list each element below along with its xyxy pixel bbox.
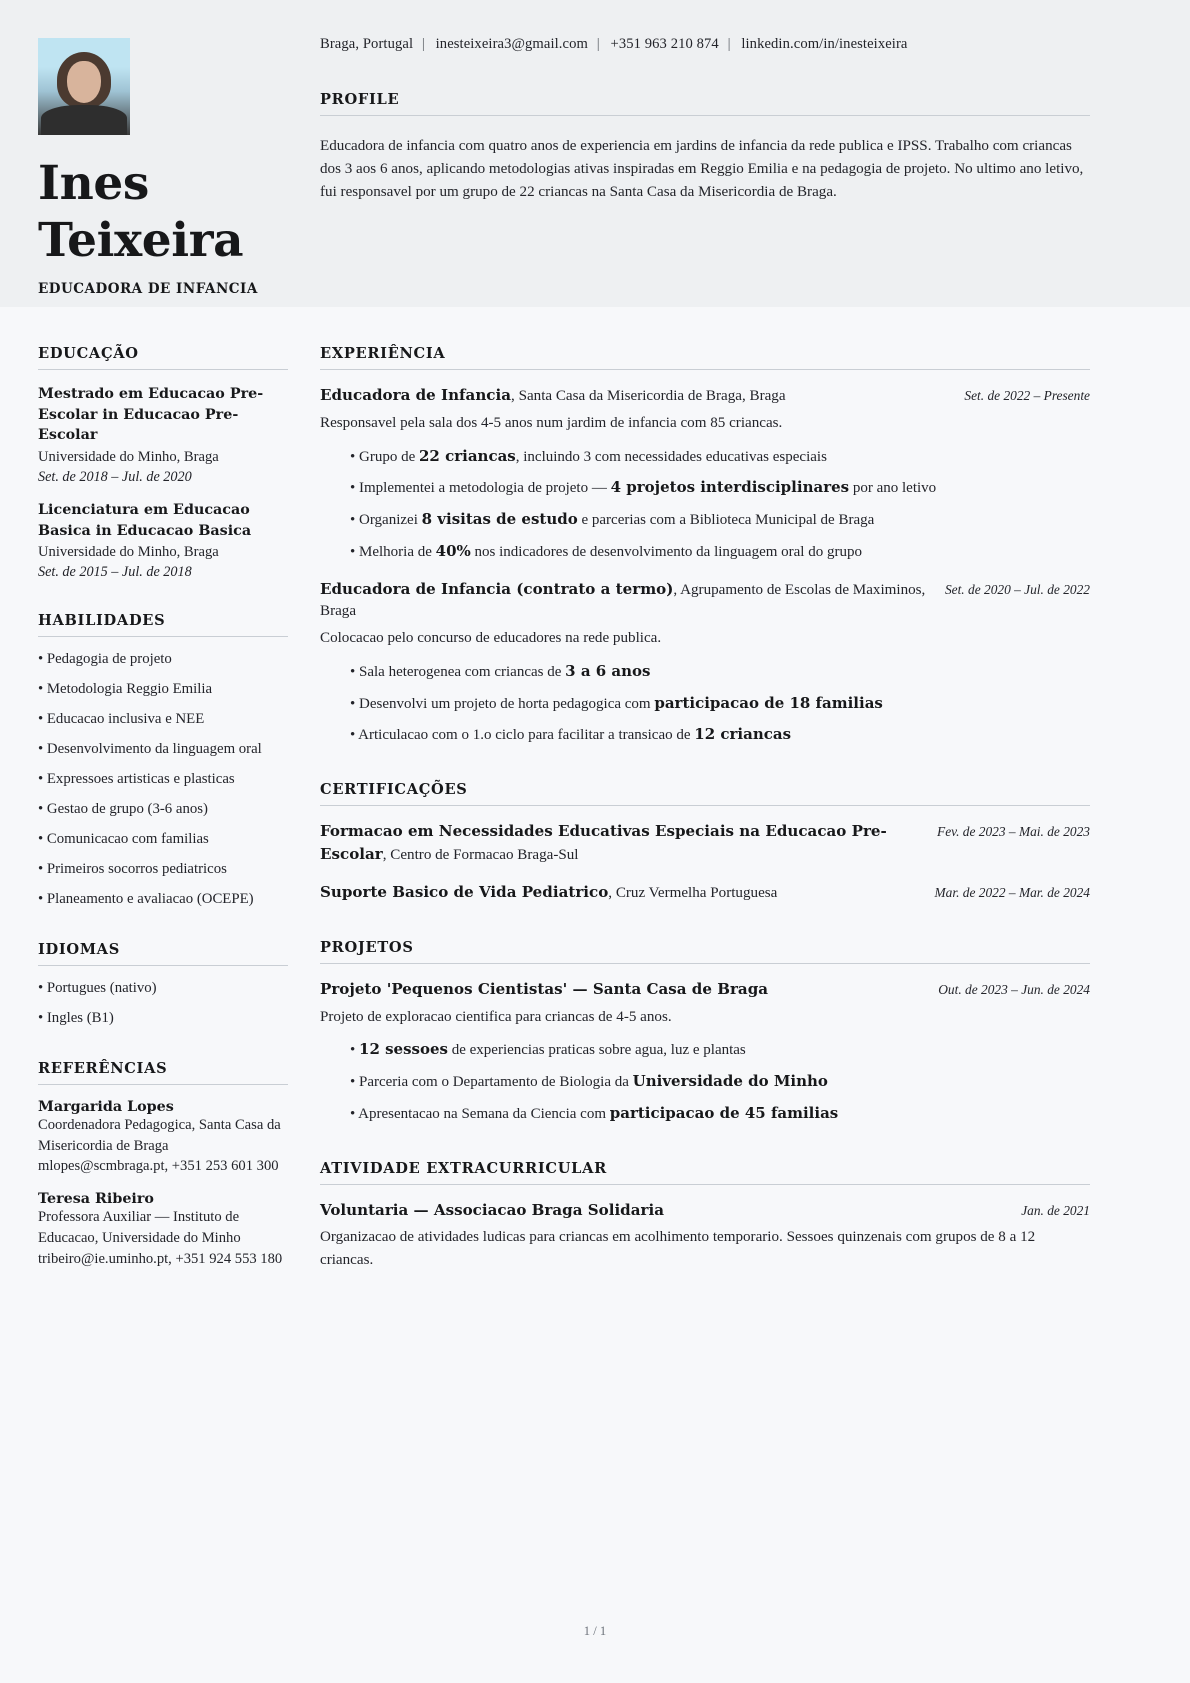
project-item (320, 979, 1090, 1126)
certification-date: Fev. de 2023 – Mai. de 2023 (937, 824, 1090, 840)
projects-heading-rule (320, 963, 1090, 964)
skill-item: • Metodologia Reggio Emilia (38, 681, 213, 698)
education-degree: Mestrado em Educacao Pre-Escolar in Educacao Pre-Escolar (38, 386, 264, 444)
reference-item (38, 1099, 288, 1177)
project-bullet: • Parceria com o Departamento de Biologia da Universidade do Minho (350, 1072, 828, 1091)
language-item: • Ingles (B1) (38, 1010, 114, 1027)
extracurricular-heading-rule (320, 1184, 1090, 1185)
certification-entry-header (320, 882, 1090, 905)
contact-separator-3: | (727, 36, 731, 52)
skill-item: • Educacao inclusiva e NEE (38, 711, 205, 728)
certification-title-issuer: Suporte Basico de Vida Pediatrico, Cruz Vermelha Portuguesa (320, 882, 778, 901)
experience-bullet: • Grupo de 22 criancas, incluindo 3 com necessidades educativas especiais (350, 446, 827, 465)
education-date: Set. de 2018 – Jul. de 2020 (38, 468, 192, 485)
extracurricular-heading: ATIVIDADE EXTRACURRICULAR (320, 1159, 607, 1177)
experience-list (320, 385, 1090, 747)
extracurricular-list (320, 1200, 1090, 1272)
profile-section-header (320, 91, 1090, 116)
sidebar-section-references (38, 1060, 288, 1269)
contact-line (320, 36, 1090, 53)
project-entry-header (320, 979, 1090, 1002)
language-item: • Portugues (nativo) (38, 980, 157, 997)
experience-description: Colocacao pelo concurso de educadores na rede publica. (320, 630, 662, 647)
main-section-certifications (320, 781, 1090, 905)
resume-main-column (310, 307, 1190, 1306)
skills-heading: HABILIDADES (38, 612, 166, 630)
contact-phone[interactable]: +351 963 210 874 (610, 36, 719, 52)
project-date: Out. de 2023 – Jun. de 2024 (938, 981, 1090, 997)
project-bullet: • 12 sessoes de experiencias praticas sobre agua, luz e plantas (350, 1040, 746, 1059)
education-school: Universidade do Minho, Braga (38, 544, 219, 561)
sidebar-section-skills (38, 612, 288, 910)
skill-item: • Desenvolvimento da linguagem oral (38, 741, 262, 758)
skill-item: • Pedagogia de projeto (38, 651, 172, 668)
skills-list (38, 649, 288, 910)
experience-bullet: • Articulacao com o 1.o ciclo para facilitar a transicao de 12 criancas (350, 725, 792, 744)
extracurricular-date: Jan. de 2021 (1021, 1202, 1090, 1218)
references-heading: REFERÊNCIAS (38, 1060, 168, 1078)
sidebar-section-languages (38, 941, 288, 1029)
education-item (38, 384, 288, 486)
contact-separator-2: | (596, 36, 600, 52)
experience-description: Responsavel pela sala dos 4-5 anos num jardim de infancia com 85 criancas. (320, 414, 783, 431)
main-section-experience (320, 345, 1090, 747)
experience-entry-header (320, 579, 1090, 624)
experience-bullet: • Implementei a metodologia de projeto — 4 projetos interdisciplinares por ano letivo (350, 478, 937, 497)
education-school: Universidade do Minho, Braga (38, 449, 219, 466)
education-date: Set. de 2015 – Jul. de 2018 (38, 564, 192, 581)
experience-role-company: Educadora de Infancia (contrato a termo), Agrupamento de Escolas de Maximinos, Braga (320, 579, 926, 620)
extracurricular-item (320, 1200, 1090, 1272)
languages-heading: IDIOMAS (38, 941, 120, 959)
reference-name: Margarida Lopes (38, 1099, 174, 1116)
experience-item (320, 579, 1090, 748)
experience-heading: EXPERIÊNCIA (320, 345, 446, 362)
photo-face-shape (67, 61, 101, 103)
skills-heading-rule (38, 636, 288, 637)
candidate-job-title: EDUCADORA DE INFANCIA (38, 280, 258, 297)
skill-item: • Comunicacao com familias (38, 831, 209, 848)
candidate-name: Ines Teixeira (38, 156, 244, 269)
profile-summary-text: Educadora de infancia com quatro anos de experiencia em jardins de infancia da rede publica e IPSS. Trabalho com criancas dos 3 aos 6 anos, aplicando metodologias ativas inspiradas em Reggio Emilia e na pedagogia de projeto. No ultimo ano letivo, fui responsavel por um grupo de 22 criancas na Santa Casa da Misericordia de Braga. (320, 138, 1084, 200)
experience-item (320, 385, 1090, 564)
experience-bullet: • Melhoria de 40% nos indicadores de desenvolvimento da linguagem oral do grupo (350, 541, 862, 560)
certifications-list (320, 821, 1090, 905)
experience-bullet: • Sala heterogenea com criancas de 3 a 6 anos (350, 661, 651, 680)
reference-contact[interactable]: mlopes@scmbraga.pt, +351 253 601 300 (38, 1158, 279, 1175)
profile-photo (38, 38, 130, 135)
experience-bullet: • Organizei 8 visitas de estudo e parcerias com a Biblioteca Municipal de Braga (350, 510, 875, 529)
reference-role: Coordenadora Pedagogica, Santa Casa da Misericordia de Braga (38, 1117, 281, 1154)
experience-role-company: Educadora de Infancia, Santa Casa da Misericordia de Braga, Braga (320, 386, 786, 404)
certification-item (320, 882, 1090, 905)
reference-item (38, 1191, 288, 1269)
resume-header (0, 0, 1190, 307)
references-heading-rule (38, 1084, 288, 1085)
certification-item (320, 821, 1090, 867)
sidebar-section-education (38, 345, 288, 581)
contact-email[interactable]: inesteixeira3@gmail.com (435, 36, 588, 52)
resume-sidebar (0, 307, 310, 1306)
header-contact-block (310, 0, 1190, 307)
education-list (38, 384, 288, 581)
page-indicator: 1 / 1 (583, 1624, 607, 1638)
project-bullets (320, 1039, 1090, 1125)
languages-heading-rule (38, 965, 288, 966)
education-degree: Licenciatura em Educacao Basica in Educacao Basica (38, 501, 252, 539)
experience-bullets (320, 661, 1090, 747)
reference-contact[interactable]: tribeiro@ie.uminho.pt, +351 924 553 180 (38, 1250, 283, 1267)
languages-list (38, 978, 288, 1029)
photo-shoulders-shape (41, 105, 127, 135)
skill-item: • Primeiros socorros pediatricos (38, 861, 227, 878)
experience-date: Set. de 2020 – Jul. de 2022 (944, 581, 1090, 597)
experience-entry-header (320, 385, 1090, 408)
project-bullet: • Apresentacao na Semana da Ciencia com participacao de 45 familias (350, 1103, 839, 1122)
contact-location: Braga, Portugal (320, 36, 414, 52)
projects-heading: PROJETOS (320, 938, 414, 956)
main-section-projects (320, 939, 1090, 1126)
experience-heading-rule (320, 369, 1090, 370)
certifications-heading: CERTIFICAÇÕES (320, 781, 468, 799)
extracurricular-entry-header (320, 1200, 1090, 1223)
certifications-heading-rule (320, 805, 1090, 806)
contact-linkedin[interactable]: linkedin.com/in/inesteixeira (741, 36, 908, 52)
resume-body (0, 307, 1190, 1306)
contact-separator-1: | (421, 36, 425, 52)
certification-title-issuer: Formacao em Necessidades Educativas Especiais na Educacao Pre-Escolar, Centro de Formacao Braga-Sul (320, 822, 887, 864)
skill-item: • Gestao de grupo (3-6 anos) (38, 801, 208, 818)
profile-heading: PROFILE (320, 91, 400, 108)
reference-role: Professora Auxiliar — Instituto de Educacao, Universidade do Minho (38, 1209, 241, 1246)
project-description: Projeto de exploracao cientifica para criancas de 4-5 anos. (320, 1008, 672, 1025)
project-title: Projeto 'Pequenos Cientistas' — Santa Casa de Braga (320, 979, 769, 998)
education-item (38, 500, 288, 581)
experience-bullets (320, 446, 1090, 564)
header-identity-block (0, 0, 310, 307)
skill-item: • Planeamento e avaliacao (OCEPE) (38, 891, 254, 908)
experience-date: Set. de 2022 – Presente (964, 388, 1090, 403)
main-section-extracurricular (320, 1160, 1090, 1272)
experience-bullet: • Desenvolvi um projeto de horta pedagogica com participacao de 18 familias (350, 693, 883, 712)
skill-item: • Expressoes artisticas e plasticas (38, 771, 235, 788)
profile-heading-rule (320, 115, 1090, 116)
references-list (38, 1099, 288, 1269)
certification-date: Mar. de 2022 – Mar. de 2024 (934, 884, 1090, 900)
certification-entry-header (320, 821, 1090, 867)
reference-name: Teresa Ribeiro (38, 1191, 154, 1208)
projects-list (320, 979, 1090, 1126)
education-heading-rule (38, 369, 288, 370)
extracurricular-title: Voluntaria — Associacao Braga Solidaria (320, 1200, 664, 1219)
education-heading: EDUCAÇÃO (38, 345, 139, 362)
extracurricular-description: Organizacao de atividades ludicas para criancas em acolhimento temporario. Sessoes quinzenais com grupos de 8 a 12 criancas. (320, 1229, 1036, 1269)
